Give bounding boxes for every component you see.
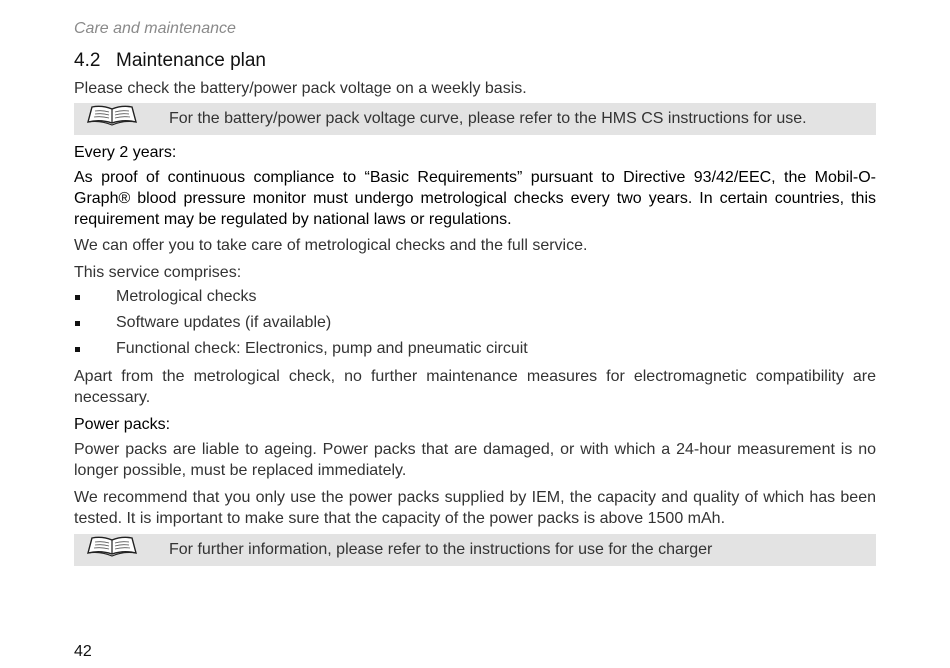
- no-further-maintenance-paragraph: Apart from the metrological check, no further maintenance measures for electromagnetic compatibility are necessary.: [74, 368, 876, 406]
- section-title: [74, 50, 266, 72]
- bullet-square-icon: [75, 347, 80, 352]
- recommend-paragraph: We recommend that you only use the power packs supplied by IEM, the capacity and quality of which has been tested. It is important to make sure that the capacity of the power packs is above 1500 mAh.: [74, 489, 876, 527]
- note-box-charger: [74, 534, 876, 566]
- running-header: Care and maintenance: [74, 20, 236, 37]
- note-box-voltage-curve: [74, 103, 876, 135]
- note-text: For further information, please refer to the instructions for use for the charger: [169, 541, 713, 558]
- section-number: 4.2: [74, 50, 101, 71]
- page-number: 42: [74, 643, 92, 660]
- service-comprises-paragraph: This service comprises:: [74, 264, 242, 281]
- open-book-icon: [86, 535, 138, 562]
- bullet-square-icon: [75, 321, 80, 326]
- power-packs-heading: Power packs:: [74, 416, 171, 433]
- open-book-icon: [86, 104, 138, 131]
- section-title-text: Maintenance plan: [116, 50, 266, 71]
- every-2-years-heading: Every 2 years:: [74, 144, 177, 161]
- compliance-paragraph: As proof of continuous compliance to “Basic Requirements” pursuant to Directive 93/42/EEC, the Mobil-O-Graph® blood pressure monitor must undergo metrological checks every two years. In certain countries, this requirement may be regulated by national laws or regulations.: [74, 169, 876, 228]
- offer-paragraph: We can offer you to take care of metrological checks and the full service.: [74, 237, 588, 254]
- weekly-check-paragraph: Please check the battery/power pack voltage on a weekly basis.: [74, 80, 527, 97]
- ageing-paragraph: Power packs are liable to ageing. Power packs that are damaged, or with which a 24-hour measurement is no longer possible, must be replaced immediately.: [74, 441, 876, 479]
- note-text: For the battery/power pack voltage curve, please refer to the HMS CS instructions for use.: [169, 110, 807, 127]
- bullet-square-icon: [75, 295, 80, 300]
